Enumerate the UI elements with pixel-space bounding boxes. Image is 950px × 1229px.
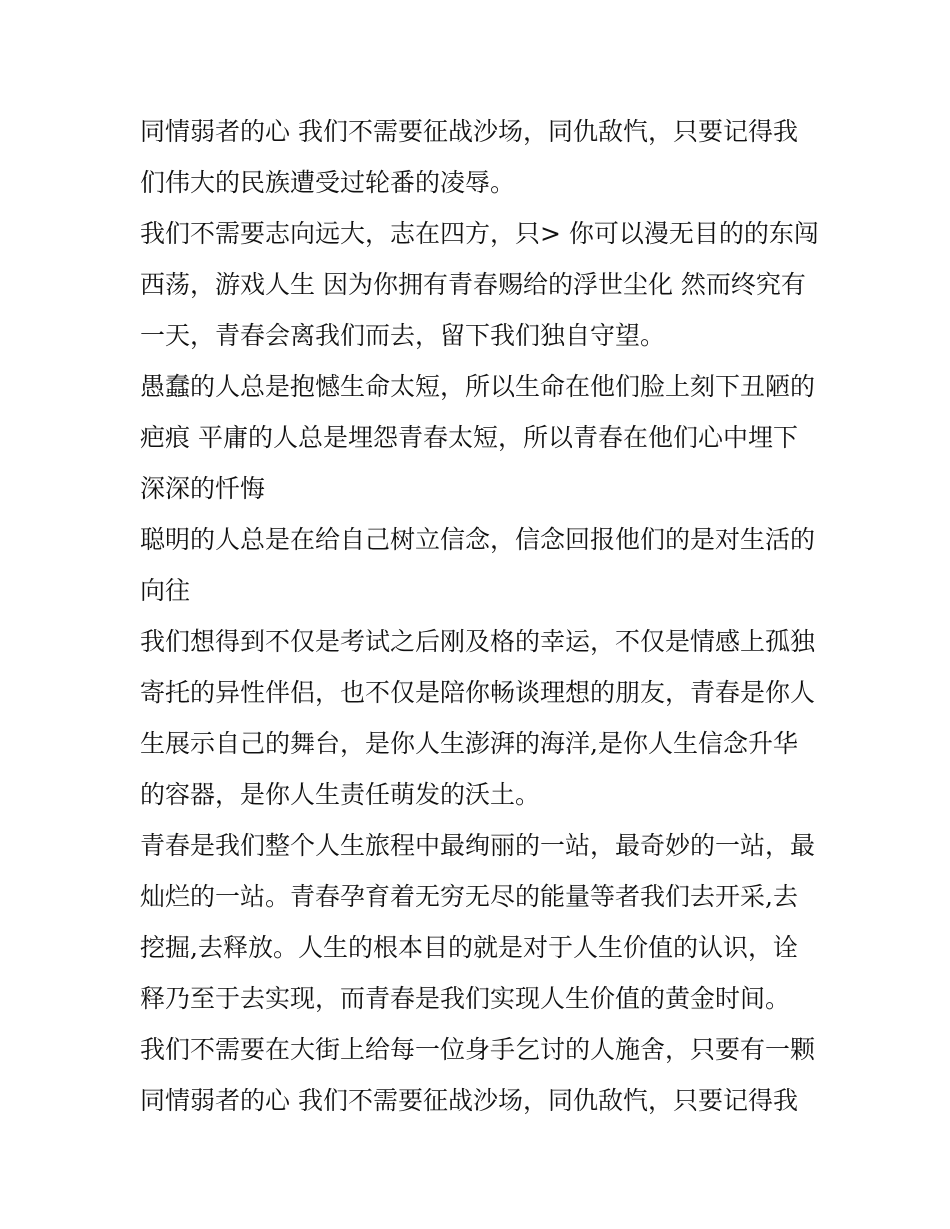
- text-line: 挖掘,去释放。人生的根本目的就是对于人生价值的认识，诠: [140, 933, 798, 962]
- text-line: 西荡，游戏人生 因为你拥有青春赐给的浮世尘化 然而终究有: [140, 270, 806, 299]
- text-line: 寄托的异性伴侣，也不仅是陪你畅谈理想的朋友，青春是你人: [140, 678, 816, 707]
- text-line: 愚蠢的人总是抱憾生命太短，所以生命在他们脸上刻下丑陋的: [140, 372, 816, 401]
- text-line: 释乃至于去实现，而青春是我们实现人生价值的黄金时间。: [140, 984, 791, 1013]
- text-line: 我们不需要志向远大，志在四方，只> 你可以漫无目的的东闯: [140, 219, 819, 248]
- text-line: 青春是我们整个人生旅程中最绚丽的一站，最奇妙的一站，最: [140, 831, 816, 860]
- text-line: 我们想得到不仅是考试之后刚及格的幸运，不仅是情感上孤独: [140, 627, 816, 656]
- text-line: 向往: [140, 576, 191, 605]
- text-line: 同情弱者的心 我们不需要征战沙场，同仇敌忾，只要记得我: [140, 1086, 798, 1115]
- text-line: 们伟大的民族遭受过轮番的凌辱。: [140, 168, 516, 197]
- text-line: 一天，青春会离我们而去，留下我们独自守望。: [140, 321, 666, 350]
- text-line: 深深的忏悔: [140, 474, 266, 503]
- text-line: 疤痕 平庸的人总是埋怨青春太短，所以青春在他们心中埋下: [140, 423, 798, 452]
- text-line: 灿烂的一站。青春孕育着无穷无尽的能量等者我们去开采,去: [140, 882, 798, 911]
- text-line: 聪明的人总是在给自己树立信念，信念回报他们的是对生活的: [140, 525, 816, 554]
- text-line: 的容器，是你人生责任萌发的沃土。: [140, 780, 541, 809]
- text-line: 生展示自己的舞台，是你人生澎湃的海洋,是你人生信念升华: [140, 729, 798, 758]
- document-body: [140, 106, 820, 1126]
- text-line: 我们不需要在大街上给每一位身手乞讨的人施舍，只要有一颗: [140, 1035, 816, 1064]
- text-line: 同情弱者的心 我们不需要征战沙场，同仇敌忾，只要记得我: [140, 117, 798, 146]
